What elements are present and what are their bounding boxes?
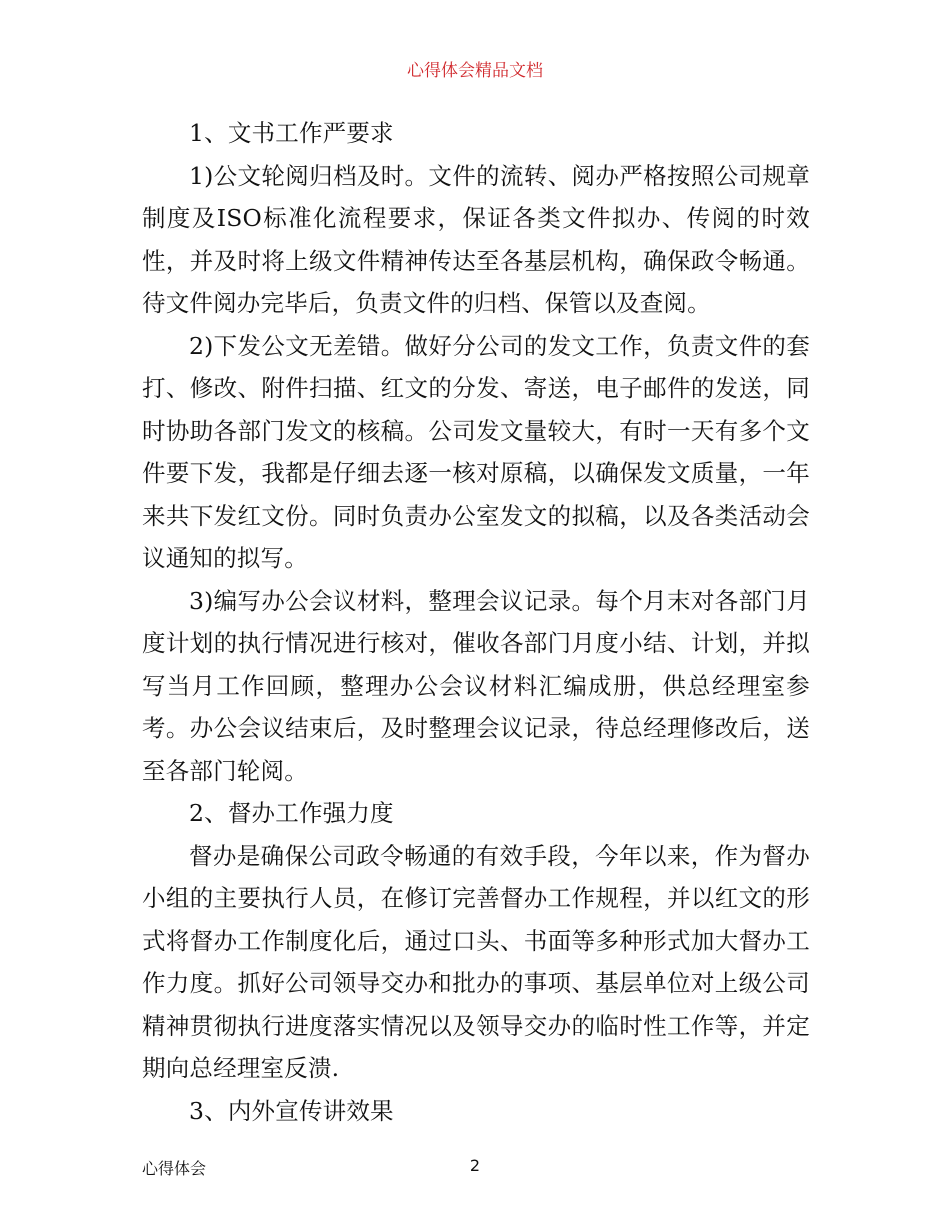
paragraph-3: 3)编写办公会议材料，整理会议记录。每个月末对各部门月度计划的执行情况进行核对，催收各部门月度小结、计划，并拟写当月工作回顾，整理办公会议材料汇编成册，供总经理室参考。办公会议结束后，及时整理会议记录，待总经理修改后，送至各部门轮阅。 — [142, 586, 810, 785]
document-body — [142, 112, 810, 1132]
page-number: 2 — [469, 1156, 481, 1175]
section-heading-2: 2、督办工作强力度 — [189, 799, 394, 827]
paragraph-2: 2)下发公文无差错。做好分公司的发文工作，负责文件的套打、修改、附件扫描、红文的分发、寄送，电子邮件的发送，同时协助各部门发文的核稿。公司发文量较大，有时一天有多个文件要下发，我都是仔细去逐一核对原稿，以确保发文质量，一年来共下发红文份。同时负责办公室发文的拟稿，以及各类活动会议通知的拟写。 — [142, 331, 810, 572]
page-header-title: 心得体会精品文档 — [407, 61, 543, 81]
section-heading-1: 1、文书工作严要求 — [189, 119, 394, 147]
footer-label: 心得体会 — [142, 1159, 207, 1178]
section-heading-3: 3、内外宣传讲效果 — [189, 1096, 394, 1125]
paragraph-1: 1)公文轮阅归档及时。文件的流转、阅办严格按照公司规章制度及ISO标准化流程要求，保证各类文件拟办、传阅的时效性，并及时将上级文件精神传达至各基层机构，确保政令畅通。待文件阅办完毕后，负责文件的归档、保管以及查阅。 — [142, 161, 810, 317]
paragraph-4: 督办是确保公司政令畅通的有效手段，今年以来，作为督办小组的主要执行人员，在修订完善督办工作规程，并以红文的形式将督办工作制度化后，通过口头、书面等多种形式加大督办工作力度。抓好公司领导交办和批办的事项、基层单位对上级公司精神贯彻执行进度落实情况以及领导交办的临时性工作等，并定期向总经理室反溃. — [142, 841, 810, 1082]
